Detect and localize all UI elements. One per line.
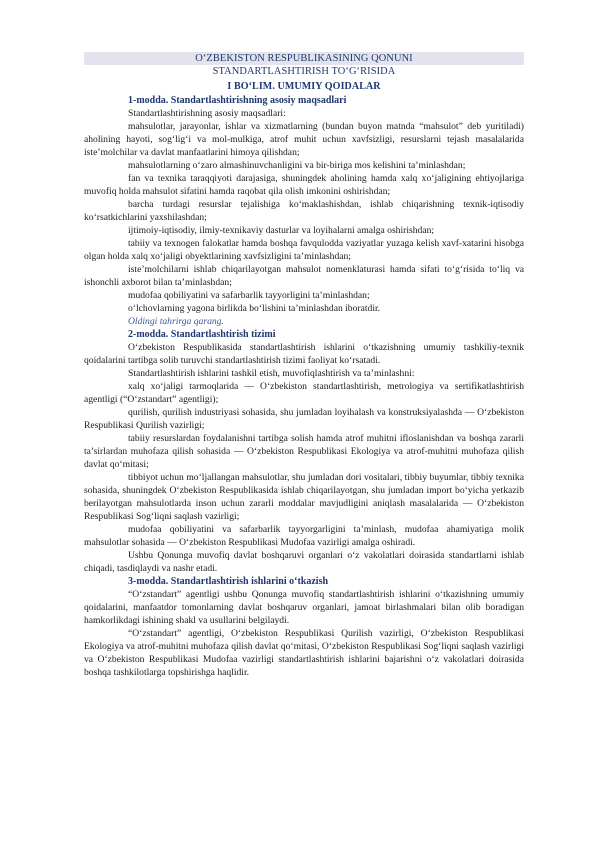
paragraph: ijtimoiy-iqtisodiy, ilmiy-texnikaviy dasturlar va loyihalarni amalga oshirishdan; (128, 225, 435, 236)
paragraph: mahsulotlar, jarayonlar, ishlar va xizmatlarning (bundan buyon matnda “mahsulot” deb yuritiladi) aholining hayoti, sog‘lig‘i va mol-mulkiga, atrof muhit uchun xavfsizligi, resurslarni tejash masalalarida iste’molchilar va davlat manfaatlarini himoya qilishdan; (84, 121, 524, 158)
paragraph: fan va texnika taraqqiyoti darajasiga, shuningdek aholining hamda xalq xo‘jaligining ehtiyojlariga muvofiq holda mahsulot sifatini hamda raqobat qila olish imkonini oshirishdan; (84, 173, 524, 197)
section-title: I BO‘LIM. UMUMIY QOIDALAR (227, 81, 381, 92)
document-body (84, 52, 524, 679)
paragraph: barcha turdagi resurslar tejalishiga ko‘maklashishdan, ishlab chiqarishning texnik-iqtisodiy ko‘rsatkichlarini yaxshilashdan; (84, 199, 524, 223)
paragraph: mahsulotlarning o‘zaro almashinuvchanligini va bir-biriga mos kelishini ta’minlashdan; (128, 160, 466, 171)
article-1-heading: 1-modda. Standartlashtirishning asosiy maqsadlari (128, 95, 347, 106)
paragraph: tibbiyot uchun mo‘ljallangan mahsulotlar, shu jumladan dori vositalari, tibbiy buyumlar, tibbiy texnika sohasida, shuningdek O‘zbekiston Respublikasida ishlab chiqarilayotgan, shu jumladan import bo‘yicha yetkazib berilayotgan mahsulotlarda inson uchun zararli moddalar mavjudligini aniqlash masalalarida — O‘zbekiston Respublikasi Sog‘liqni saqlash vazirligi; (84, 472, 524, 522)
paragraph: Standartlashtirishning asosiy maqsadlari: (128, 108, 286, 119)
paragraph: o‘lchovlarning yagona birlikda bo‘lishini ta’minlashdan iboratdir. (128, 303, 381, 314)
paragraph: Ushbu Qonunga muvofiq davlat boshqaruvi organlari o‘z vakolatlari doirasida standartlarni ishlab chiqadi, tasdiqlaydi va nashr etadi. (84, 550, 524, 574)
paragraph: “O‘zstandart” agentligi ushbu Qonunga muvofiq standartlashtirish ishlarini o‘tkazishning umumiy qoidalarini, manfaatdor tomonlarning davlat boshqaruv organlari, jamoat birlashmalari bilan olib boradigan hamkorlikdagi ishining shakl va usullarini belgilaydi. (84, 589, 524, 626)
law-subtitle: STANDARTLASHTIRISH TO‘G‘RISIDA (212, 66, 396, 77)
paragraph: tabiiy resurslardan foydalanishni tartibga solish hamda atrof muhitni ifloslanishdan va boshqa zararli ta’sirlardan muhofaza qilish sohasida — O‘zbekiston Respublikasi Ekologiya va atrof-muhitni muhofaza qilish davlat qo‘mitasi; (84, 433, 524, 470)
paragraph: iste’molchilarni ishlab chiqarilayotgan mahsulot nomenklaturasi hamda sifati to‘g‘risida to‘liq va ishonchli axborot bilan ta’minlashdan; (84, 264, 524, 288)
paragraph: mudofaa qobiliyatini va safarbarlik tayyorligini ta’minlashdan; (128, 290, 370, 301)
paragraph: qurilish, qurilish industriyasi sohasida, shu jumladan loyihalash va konstruksiyalashda — O‘zbekiston Respublikasi Qurilish vazirligi; (84, 407, 524, 431)
article-2-heading: 2-modda. Standartlashtirish tizimi (128, 329, 276, 340)
law-title: O‘ZBEKISTON RESPUBLIKASINING QONUNI (84, 52, 524, 65)
previous-edition-link[interactable]: Oldingi tahrirga qarang. (128, 316, 224, 327)
paragraph: “O‘zstandart” agentligi, O‘zbekiston Respublikasi Qurilish vazirligi, O‘zbekiston Respublikasi Ekologiya va atrof-muhitni muhofaza qilish davlat qo‘mitasi, O‘zbekiston Respublikasi Sog‘liqni saqlash vazirligi va O‘zbekiston Respublikasi Mudofaa vazirligi standartlashtirish ishlarini bajarishni o‘z vakolatlari doirasida boshqa tashkilotlarga topshirishga haqlidir. (84, 628, 524, 678)
paragraph: xalq xo‘jaligi tarmoqlarida — O‘zbekiston standartlashtirish, metrologiya va sertifikatlashtirish agentligi (“O‘zstandart” agentligi); (84, 381, 524, 405)
paragraph: Standartlashtirish ishlarini tashkil etish, muvofiqlashtirish va ta’minlashni: (128, 368, 415, 379)
article-3-heading: 3-modda. Standartlashtirish ishlarini o‘tkazish (128, 576, 329, 587)
paragraph: O‘zbekiston Respublikasida standartlashtirish ishlarini o‘tkazishning umumiy tashkiliy-texnik qoidalarini tartibga solib turuvchi standartlashtirish tizimi faoliyat ko‘rsatadi. (84, 342, 524, 366)
paragraph: tabiiy va texnogen falokatlar hamda boshqa favqulodda vaziyatlar yuzaga kelish xavf-xatarini hisobga olgan holda xalq xo‘jaligi obyektlarining xavfsizligini ta’minlashdan; (84, 238, 524, 262)
paragraph: mudofaa qobiliyatini va safarbarlik tayyorgarligini ta’minlash, mudofaa ahamiyatiga molik mahsulotlar sohasida — O‘zbekiston Respublikasi Mudofaa vazirligi amalga oshiradi. (84, 524, 524, 548)
